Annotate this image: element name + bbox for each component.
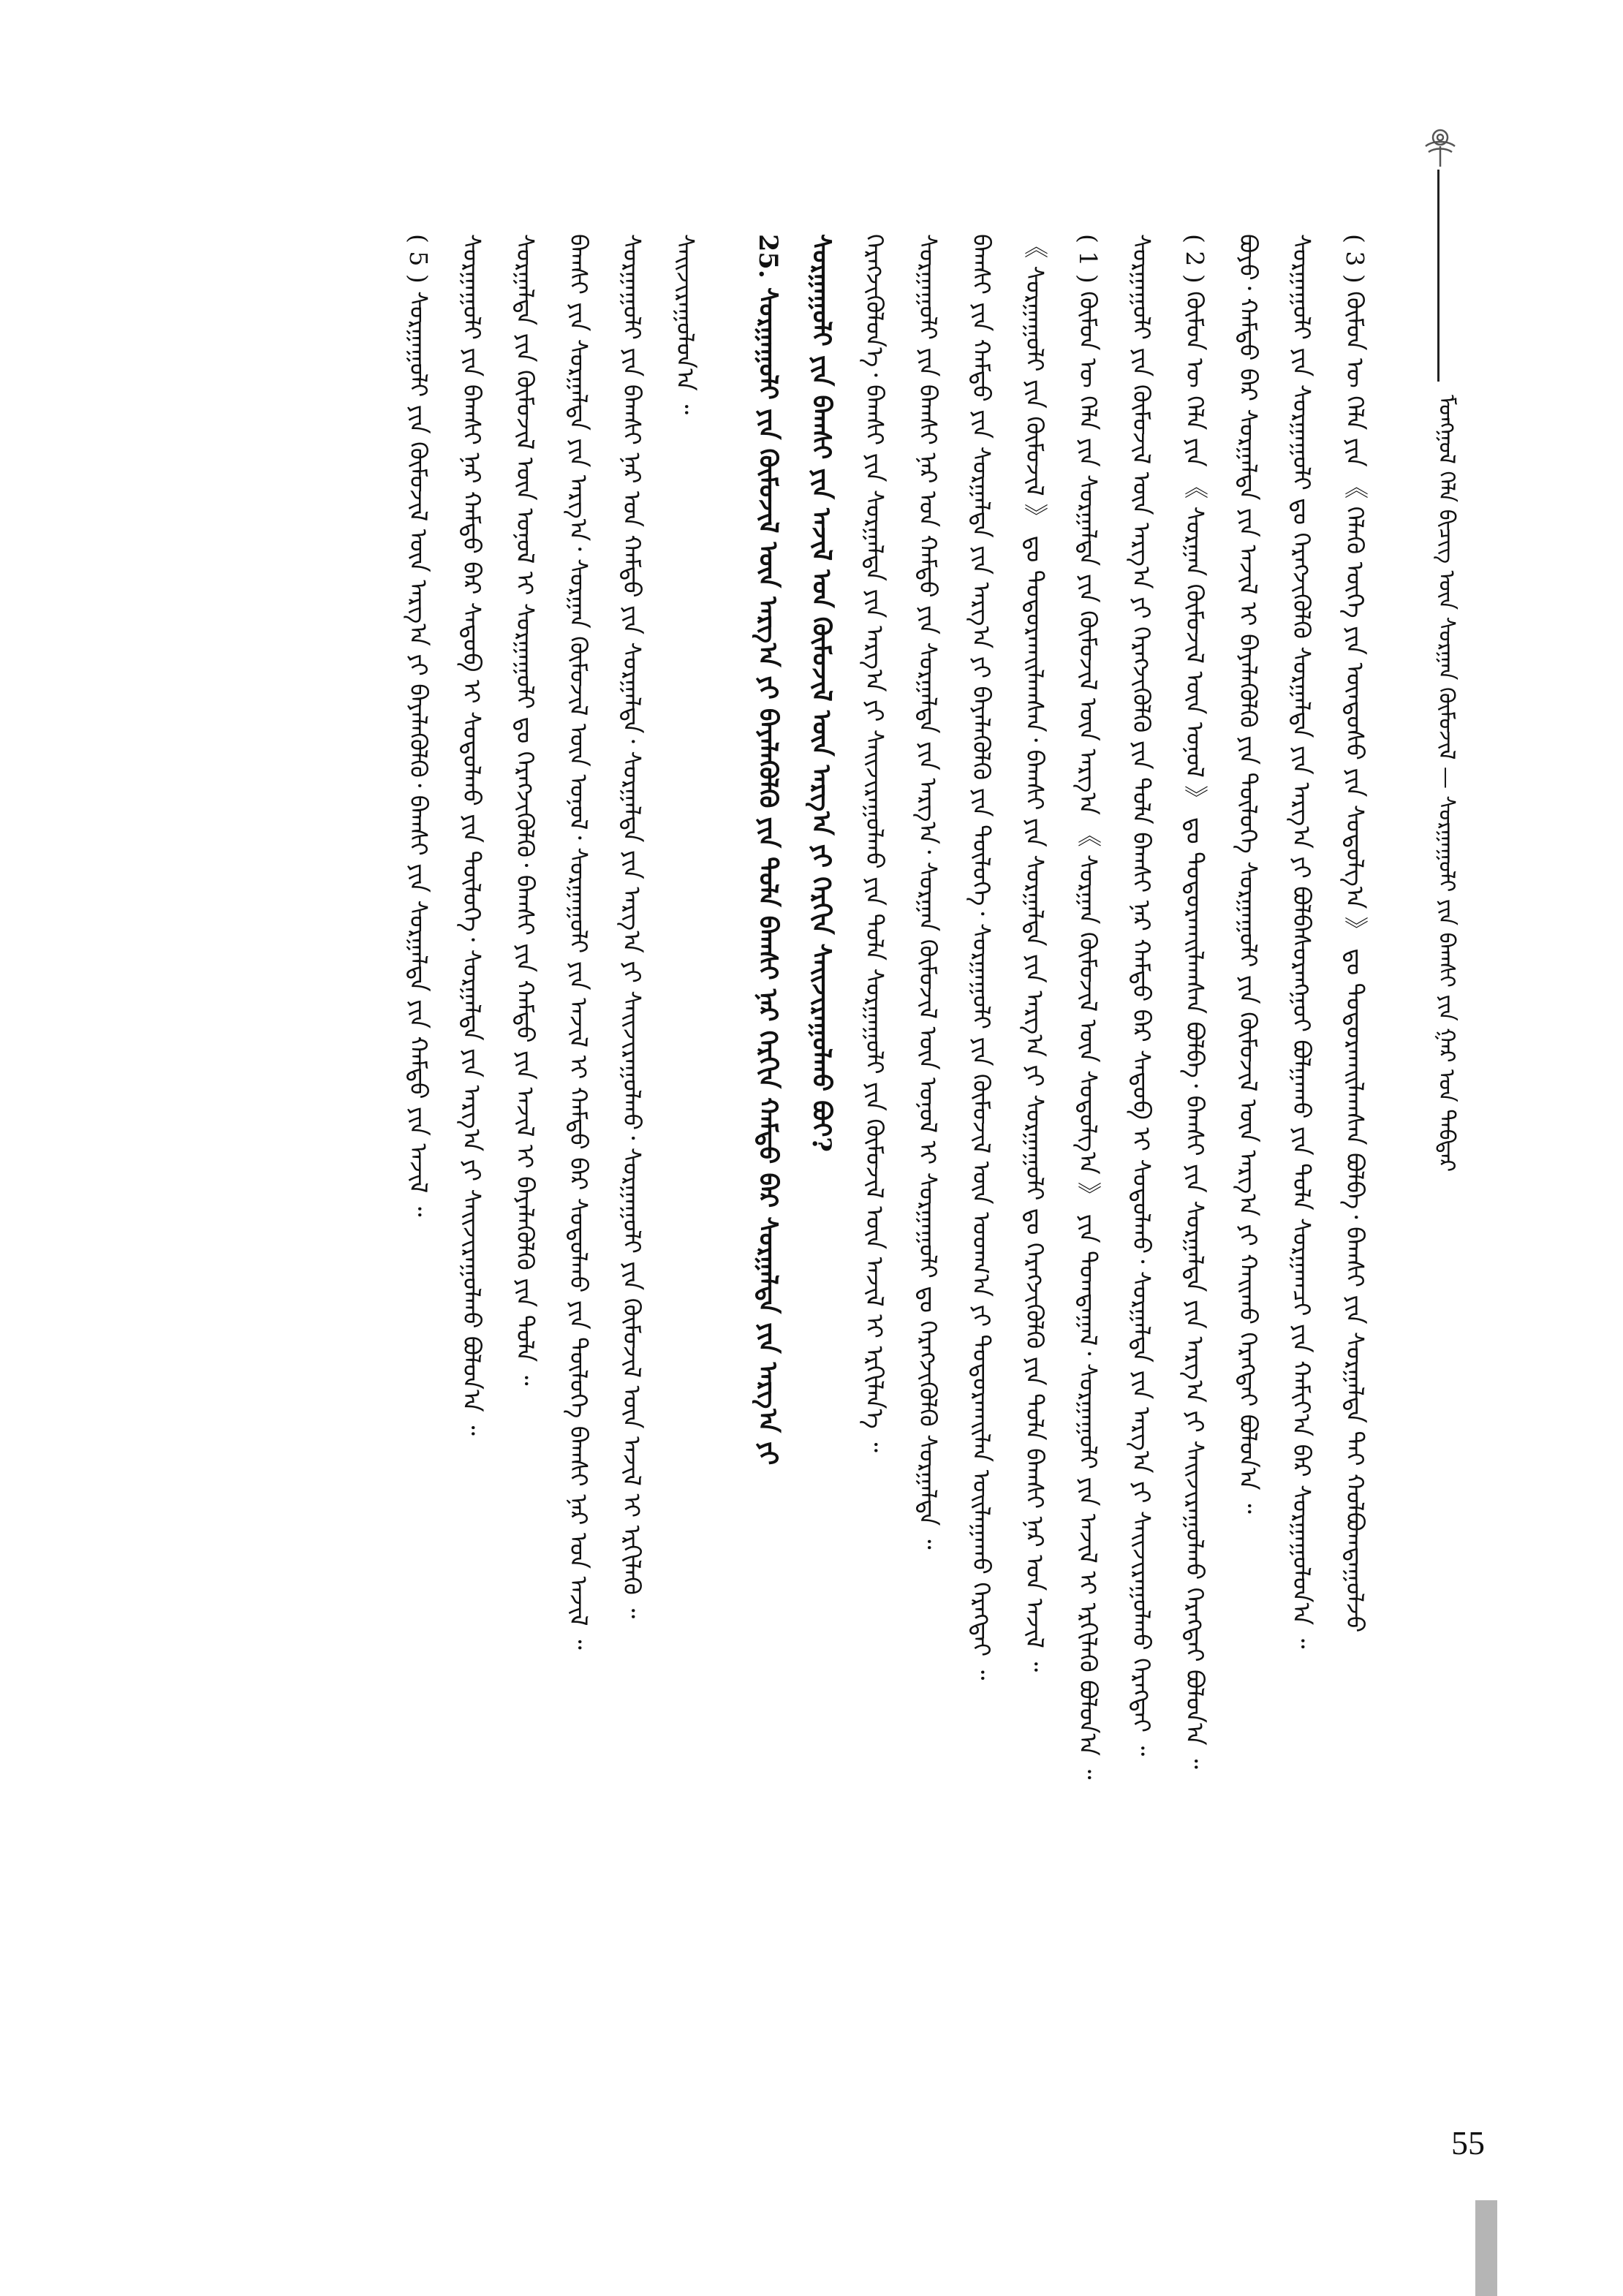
section-heading-column: 25. ᠰᠤᠷᠭᠠᠭᠤᠯᠢ ᠶᠢᠨ ᠬᠦᠮᠦᠵᠢᠯ ᠦᠨ ᠠᠷᠭ᠎ᠠ ᠶᠢ ᠪᠡᠶᠡᠯᠡᠭᠦᠯᠬᠦ ᠶᠢᠨ ᠲᠤᠯᠠ ᠪᠠᠭᠰᠢ ᠨᠠᠷ ᠬᠡᠷᠬᠢᠨ ᠬᠠᠮᠲᠤ ᠪᠡᠷ ᠰᠤᠷᠭᠠᠯᠲᠠ ᠶᠢᠨ ᠠᠷᠭ᠎ᠠ ᠶᠢ	[753, 234, 783, 1466]
text-column: ᠪᠤᠶᠤ᠂ ᠬᠠᠮᠲᠤ ᠪᠡᠷ ᠰᠤᠷᠭᠠᠯᠲᠠ ᠶᠢᠨ ᠠᠵᠢᠯ ᠢ ᠪᠡᠶᠡᠯᠡᠭᠦᠯᠬᠦ ᠶᠢᠨ ᠲᠥᠯᠥᠭᠡ ᠰᠤᠷᠭᠠᠭᠤᠯᠢ ᠶᠢᠨ ᠬᠦᠮᠦᠵᠢᠯ ᠦᠨ ᠠᠷᠭ᠎ᠠ ᠶᠢ ᠬᠠᠢᠬᠤ ᠬᠡᠷᠡᠭᠲᠡᠢ ᠪᠣᠯᠤᠨ᠎ᠠ ᠃	[1234, 234, 1263, 1514]
text-column: ( 5 ) ᠰᠤᠷᠭᠠᠭᠤᠯᠢ ᠶᠢᠨ ᠬᠦᠮᠦᠵᠢᠯ ᠦᠨ ᠠᠷᠭ᠎ᠠ ᠶᠢ ᠪᠡᠶᠡᠯᠡᠭᠦᠯᠬᠦ᠂ ᠪᠠᠭᠰᠢ ᠶᠢᠨ ᠰᠤᠷᠭᠠᠯᠲᠠ ᠶᠢᠨ ᠬᠠᠮᠲᠤ ᠶᠢᠨ ᠠᠵᠢᠯ ᠃	[404, 234, 433, 1217]
text-column: ᠰᠤᠷᠭᠠᠭᠤᠯᠢ ᠶᠢᠨ ᠰᠤᠷᠭᠠᠭᠤᠯᠢ ᠳᠤ ᠬᠡᠷᠡᠭᠵᠢᠭᠦᠯᠬᠦ ᠰᠤᠷᠭᠠᠯᠲᠠ ᠶᠢᠨ ᠠᠷᠭ᠎ᠠ ᠶᠢ ᠪᠣᠯᠪᠠᠰᠤᠷᠠᠩᠭᠤᠢ ᠪᠣᠯᠭᠠᠬᠤ ᠶᠢᠨ ᠲᠤᠯᠠ ᠰᠤᠷᠭᠠᠭᠴᠢ ᠶᠢᠨ ᠬᠠᠮᠢᠶ᠎ᠠ ᠪᠠᠷ ᠰᠤᠷᠭᠠᠭᠤᠯᠤᠨ᠎ᠠ ᠃	[1287, 234, 1316, 1649]
text-column: ᠰᠤᠷᠭᠠᠭᠤᠯᠢ ᠶᠢᠨ ᠪᠠᠭᠰᠢ ᠨᠠᠷ ᠤᠨ ᠬᠠᠮᠲᠤ ᠶᠢᠨ ᠰᠤᠷᠭᠠᠯᠲᠠ ᠶᠢᠨ ᠠᠷᠭ᠎ᠠ᠂ ᠰᠤᠷᠭᠠᠨ ᠬᠦᠮᠦᠵᠢᠯ ᠦᠨ ᠣᠨᠣᠯ ᠢ ᠰᠤᠷᠭᠠᠭᠤᠯᠢ ᠳᠤ ᠬᠡᠷᠡᠭᠵᠢᠭᠦᠯᠬᠦ ᠰᠤᠷᠭᠠᠯᠲᠠ ᠃	[914, 234, 942, 1550]
text-column: ᠰᠤᠷᠭᠠᠭᠤᠯᠢ ᠶᠢᠨ ᠪᠠᠭᠰᠢ ᠨᠠᠷ ᠬᠠᠮᠲᠤ ᠪᠡᠷ ᠰᠡᠳᠦᠪ ᠢ ᠰᠤᠳᠤᠯᠬᠤ ᠶᠢᠨ ᠲᠥᠯᠥᠭᠡ᠂ ᠰᠤᠷᠭᠠᠯᠲᠠ ᠶᠢᠨ ᠠᠷᠭ᠎ᠠ ᠶᠢ ᠰᠠᠢᠵᠢᠷᠠᠭᠤᠯᠬᠤ ᠪᠣᠯᠤᠨ᠎ᠠ ᠃	[458, 234, 486, 1436]
text-column: ( 1 ) ᠬᠦᠮᠦᠨ ᠦ ᠬᠡᠯᠡ ᠶᠢᠨ ᠰᠤᠷᠭᠠᠯᠲᠠ ᠶᠢᠨ ᠬᠦᠮᠦᠵᠢᠯ ᠦᠨ ᠠᠷᠭ᠎ᠠ 《 ᠰᠤᠷᠭᠠᠨ ᠬᠦᠮᠦᠵᠢᠯ ᠦᠨ ᠰᠤᠳᠤᠯᠭ᠎ᠠ 》 ᠶᠢᠨ ᠲᠣᠭᠲᠠᠭᠠᠯ᠂ ᠰᠤᠷᠭᠠᠭᠤᠯᠢ ᠶᠢᠨ ᠠᠵᠢᠯ ᠢ ᠡᠷᠬᠢᠯᠡᠬᠦ ᠪᠣᠯᠤᠨ᠎ᠠ ᠃	[1074, 234, 1102, 1780]
page-edge-bar	[1475, 2200, 1497, 2296]
text-column: 《 ᠰᠤᠷᠭᠠᠭᠤᠯᠢ ᠶᠢᠨ ᠬᠦᠮᠦᠵᠢᠯ 》 ᠳᠤ ᠲᠣᠳᠣᠷᠬᠠᠢᠯᠠᠭᠰᠠᠨ᠂ ᠪᠠᠭᠰᠢ ᠶᠢᠨ ᠰᠤᠷᠭᠠᠯᠲᠠ ᠶᠢᠨ ᠠᠷᠭ᠎ᠠ ᠶᠢ ᠰᠤᠷᠭᠠᠭᠤᠯᠢ ᠳᠤ ᠬᠡᠷᠡᠭᠵᠢᠭᠦᠯᠬᠦ ᠶᠢᠨ ᠲᠤᠯᠠ ᠪᠠᠭᠰᠢ ᠨᠠᠷ ᠤᠨ ᠠᠵᠢᠯ ᠃	[1021, 234, 1049, 1672]
section-heading-column: ᠰᠤᠷᠭᠠᠭᠤᠯᠢ ᠶᠢᠨ ᠪᠠᠭᠰᠢ ᠶᠢᠨ ᠠᠵᠢᠯ ᠤᠨ ᠬᠦᠮᠦᠵᠢᠯ ᠦᠨ ᠠᠷᠭ᠎ᠠ ᠶᠢ ᠬᠡᠷᠬᠢᠨ ᠰᠠᠢᠵᠢᠷᠠᠭᠤᠯᠬᠤ ᠪᠤᠢ?	[806, 234, 836, 1152]
text-columns	[183, 234, 1382, 2032]
ornament-icon	[1418, 124, 1462, 168]
running-title: ᠮᠣᠩᠭᠤᠯ ᠬᠡᠯᠡ ᠪᠢᠴᠢᠭ ᠦᠨ ᠰᠤᠷᠭᠠᠨ ᠬᠦᠮᠦᠵᠢᠯ — ᠰᠤᠷᠭᠠᠭᠤᠯᠢ ᠶᠢᠨ ᠪᠠᠭᠰᠢ ᠶᠢᠨ ᠭᠠᠷ ᠤᠨ ᠳᠡᠪᠲᠡᠷ	[1434, 395, 1459, 1172]
text-column: ᠬᠡᠷᠡᠭᠵᠢᠭᠦᠯᠦᠨ᠎ᠡ᠂ ᠪᠠᠭᠰᠢ ᠶᠢᠨ ᠰᠤᠷᠭᠠᠯᠲᠠ ᠶᠢᠨ ᠠᠷᠭ᠎ᠠ ᠶᠢ ᠰᠠᠢᠵᠢᠷᠠᠭᠤᠯᠬᠤ ᠶᠢᠨ ᠲᠤᠯᠠ ᠰᠤᠷᠭᠠᠭᠤᠯᠢ ᠶᠢᠨ ᠬᠦᠮᠦᠵᠢᠯ ᠦᠨ ᠠᠵᠢᠯ ᠢ ᠡᠷᠬᠢᠯᠡᠨ᠎ᠡ ᠃	[860, 234, 889, 1452]
text-column: ( 3 ) ᠬᠦᠮᠦᠨ ᠦ ᠬᠡᠯᠡ ᠶᠢᠨ 《 ᠬᠡᠯᠡᠬᠦ ᠦᠭᠡ ᠶᠢᠨ ᠦᠨᠳᠦᠰᠦ ᠶᠢᠨ ᠰᠤᠳᠤᠯᠭ᠎ᠠ 》 ᠳᠤ ᠲᠣᠳᠣᠷᠬᠠᠢᠯᠠᠭᠰᠠᠨ ᠪᠣᠯᠪᠠ᠂ ᠪᠠᠭᠰᠢ ᠶᠢᠨ ᠰᠤᠷᠭᠠᠯᠲᠠ ᠲᠠᠢ ᠬᠣᠯᠪᠣᠭᠳᠠᠭᠤᠯᠵᠤ	[1341, 234, 1369, 1633]
text-column: ᠰᠠᠢᠵᠢᠷᠠᠭᠤᠯᠤᠨ᠎ᠠ ᠃	[671, 234, 700, 415]
page-number: 55	[1451, 2124, 1485, 2162]
text-column: ᠪᠠᠭᠰᠢ ᠶᠢᠨ ᠰᠤᠷᠭᠠᠯᠲᠠ ᠶᠢᠨ ᠠᠷᠭ᠎ᠠ᠂ ᠰᠤᠷᠭᠠᠨ ᠬᠦᠮᠦᠵᠢᠯ ᠦᠨ ᠣᠨᠣᠯ᠂ ᠰᠤᠷᠭᠠᠭᠤᠯᠢ ᠶᠢᠨ ᠠᠵᠢᠯ ᠢ ᠬᠠᠮᠲᠤ ᠪᠡᠷ ᠰᠤᠳᠤᠯᠬᠤ ᠶᠢᠨ ᠲᠥᠯᠥᠭᠡ ᠪᠠᠭᠰᠢ ᠨᠠᠷ ᠤᠨ ᠠᠵᠢᠯ ᠃	[564, 234, 593, 1650]
text-column: ᠰᠤᠷᠭᠠᠯᠲᠠ ᠶᠢᠨ ᠬᠦᠮᠦᠵᠢᠯ ᠦᠨ ᠣᠨᠣᠯ ᠢ ᠰᠤᠷᠭᠠᠭᠤᠯᠢ ᠳᠤ ᠬᠡᠷᠡᠭᠵᠢᠭᠦᠯᠬᠦ᠂ ᠪᠠᠭᠰᠢ ᠶᠢᠨ ᠬᠠᠮᠲᠤ ᠶᠢᠨ ᠠᠵᠢᠯ ᠢ ᠪᠡᠶᠡᠯᠡᠭᠦᠯᠬᠦ ᠶᠢᠨ ᠲᠤᠯᠠ ᠃	[511, 234, 540, 1386]
text-column	[712, 234, 741, 2017]
text-column: ᠰᠤᠷᠭᠠᠭᠤᠯᠢ ᠶᠢᠨ ᠬᠦᠮᠦᠵᠢᠯ ᠦᠨ ᠠᠷᠭ᠎ᠠ ᠶᠢ ᠬᠡᠷᠡᠭᠵᠢᠭᠦᠯᠬᠦ ᠶᠢᠨ ᠲᠤᠯᠠ ᠪᠠᠭᠰᠢ ᠨᠠᠷ ᠬᠠᠮᠲᠤ ᠪᠡᠷ ᠰᠡᠳᠦᠪ ᠢ ᠰᠤᠳᠤᠯᠬᠤ᠂ ᠰᠤᠷᠭᠠᠯᠲᠠ ᠶᠢᠨ ᠠᠷᠭ᠎ᠠ ᠶᠢ ᠰᠠᠢᠵᠢᠷᠠᠭᠤᠯᠬᠤ ᠬᠡᠷᠡᠭᠲᠡᠢ ᠃	[1127, 234, 1156, 1757]
text-column: ( 2 ) ᠬᠦᠮᠦᠨ ᠦ ᠬᠡᠯᠡ ᠶᠢᠨ 《 ᠰᠤᠷᠭᠠᠨ ᠬᠦᠮᠦᠵᠢᠯ ᠦᠨ ᠣᠨᠣᠯ 》 ᠳᠤ ᠲᠣᠳᠣᠷᠬᠠᠢᠯᠠᠭᠰᠠᠨ ᠪᠣᠯᠪᠠ᠂ ᠪᠠᠭᠰᠢ ᠶᠢᠨ ᠰᠤᠷᠭᠠᠯᠲᠠ ᠶᠢᠨ ᠠᠷᠭ᠎ᠠ ᠶᠢ ᠰᠠᠢᠵᠢᠷᠠᠭᠤᠯᠬᠤ ᠬᠡᠷᠡᠭᠲᠡᠢ ᠪᠣᠯᠤᠨ᠎ᠠ ᠃	[1181, 234, 1209, 1769]
text-column: ᠪᠠᠭᠰᠢ ᠶᠢᠨ ᠬᠠᠮᠲᠤ ᠶᠢᠨ ᠰᠤᠷᠭᠠᠯᠲᠠ ᠶᠢᠨ ᠠᠷᠭ᠎ᠠ ᠶᠢ ᠪᠡᠶᠡᠯᠡᠭᠦᠯᠬᠦ ᠶᠢᠨ ᠲᠥᠯᠥᠭᠡ᠂ ᠰᠤᠷᠭᠠᠭᠤᠯᠢ ᠶᠢᠨ ᠬᠦᠮᠦᠵᠢᠯ ᠦᠨ ᠤᠳᠬ᠎ᠠ ᠶᠢ ᠲᠣᠳᠣᠷᠬᠠᠢᠯᠠᠨ ᠣᠢᠯᠠᠭᠠᠬᠤ ᠬᠡᠷᠡᠭᠲᠡᠢ ᠃	[967, 234, 996, 1681]
header-rule	[1437, 170, 1439, 382]
text-column: ᠰᠤᠷᠭᠠᠭᠤᠯᠢ ᠶᠢᠨ ᠪᠠᠭᠰᠢ ᠨᠠᠷ ᠤᠨ ᠬᠠᠮᠲᠤ ᠶᠢᠨ ᠰᠤᠷᠭᠠᠯᠲᠠ᠂ ᠰᠤᠷᠭᠠᠯᠲᠠ ᠶᠢᠨ ᠠᠷᠭ᠎ᠠ ᠶᠢ ᠰᠠᠢᠵᠢᠷᠠᠭᠤᠯᠬᠤ᠂ ᠰᠤᠷᠭᠠᠭᠤᠯᠢ ᠶᠢᠨ ᠬᠦᠮᠦᠵᠢᠯ ᠦᠨ ᠠᠵᠢᠯ ᠢ ᠡᠷᠬᠢᠯᠡᠬᠦ ᠃	[618, 234, 646, 1619]
